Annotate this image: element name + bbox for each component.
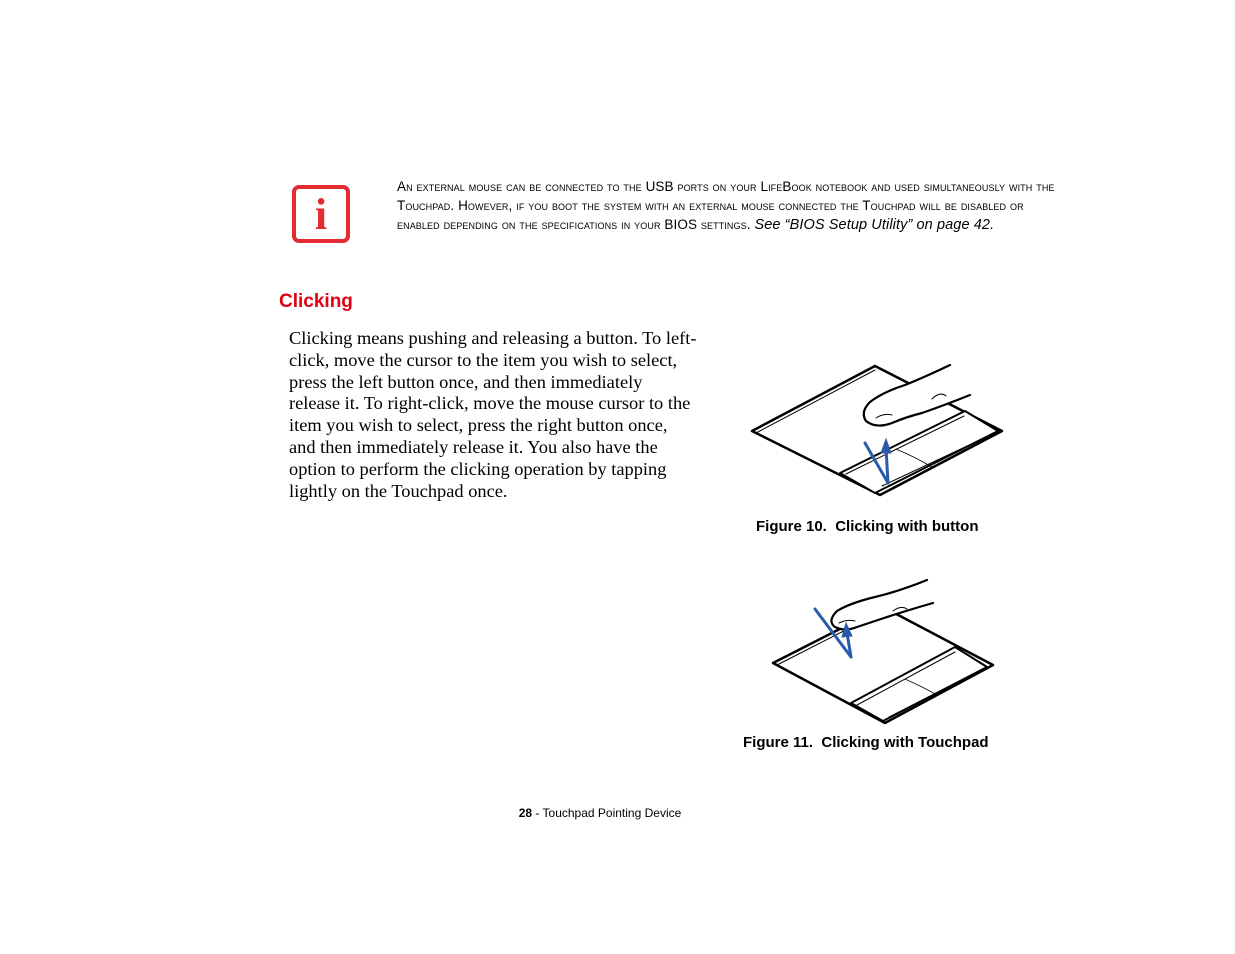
figure-clicking-button: [740, 355, 1015, 510]
page-number: 28: [518, 806, 533, 820]
figure-clicking-touchpad: [765, 575, 1005, 730]
footer-title: - Touchpad Pointing Device: [532, 806, 682, 820]
info-note: [397, 177, 1057, 235]
figure-11-caption: Figure 11. Clicking with Touchpad: [743, 734, 989, 751]
figure-10-caption: Figure 10. Clicking with button: [756, 518, 979, 535]
info-icon: i: [292, 185, 350, 243]
note-text: An external mouse can be connected to the USB ports on your LifeBook notebook and used simultaneously with the Touchpad. However, if you boot the system with an external mouse connected the Touchpad will be disabled or enabled depending on the specifications in your BIOS settings.: [397, 179, 1055, 232]
section-heading: Clicking: [279, 291, 353, 312]
note-reference-link[interactable]: See “BIOS Setup Utility” on page 42.: [754, 217, 995, 233]
page-footer: [0, 806, 1200, 820]
section-body: Clicking means pushing and releasing a button. To left-click, move the cursor to the item you wish to select, press the left button once, and then immediately release it. To right-click, move the mouse cursor to the item you wish to select, press the right button once, and then immediately release it. You also have the option to perform the clicking operation by tapping lightly on the Touchpad once.: [289, 328, 697, 501]
